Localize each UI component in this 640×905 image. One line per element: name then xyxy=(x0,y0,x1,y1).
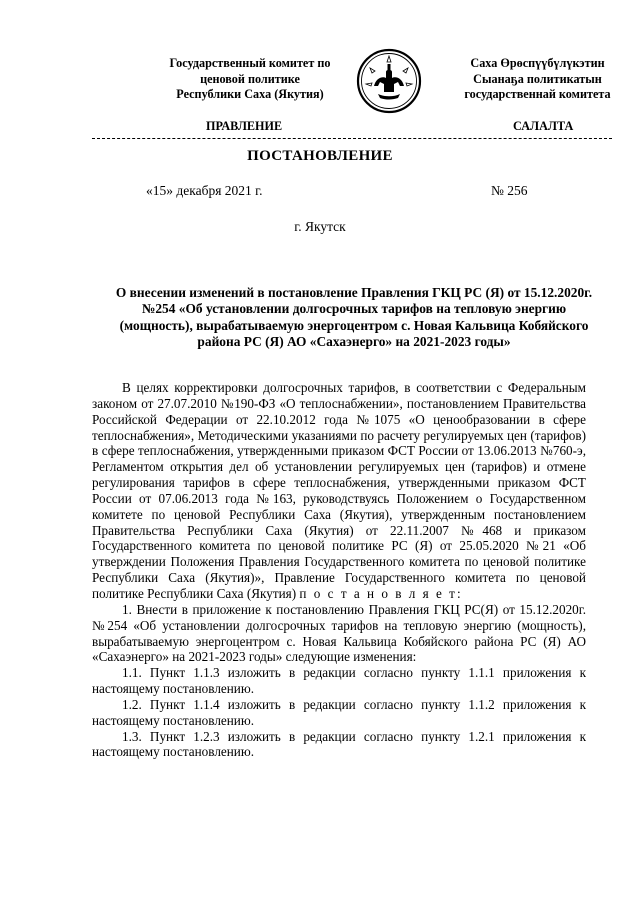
document-city: г. Якутск xyxy=(294,219,346,234)
document-date: «15» декабря 2021 г. xyxy=(146,183,263,198)
header-left-line-3: Республики Саха (Якутия) xyxy=(176,87,324,102)
item-1-1-paragraph: 1.1. Пункт 1.1.3 изложить в редакции согласно пункту 1.1.1 приложения к настоящему постановлению. xyxy=(92,665,586,697)
sakha-coat-of-arms-icon xyxy=(356,48,422,114)
preamble-paragraph xyxy=(92,380,586,602)
document-title: ПОСТАНОВЛЕНИЕ xyxy=(247,148,393,164)
document-subject: О внесении изменений в постановление Правления ГКЦ РС (Я) от 15.12.2020г. №254 «Об установлении долгосрочных тарифов на тепловую энергию (мощность), вырабатываемую энергоцентром с. Новая Кальвица Кобяйского района РС (Я) АО «Сахаэнерго» на 2021-2023 годы» xyxy=(115,285,593,349)
header-right-line-2: Сыанаҕа политикатын xyxy=(473,71,602,86)
item-1-3-paragraph: 1.3. Пункт 1.2.3 изложить в редакции согласно пункту 1.2.1 приложения к настоящему постановлению. xyxy=(92,728,586,760)
item-1-2-paragraph: 1.2. Пункт 1.1.4 изложить в редакции согласно пункту 1.1.2 приложения к настоящему постановлению. xyxy=(92,696,586,728)
preamble-text: В целях корректировки долгосрочных тарифов, в соответствии с Федеральным законом от 27.07.2010 №190-ФЗ «О теплоснабжении», постановлением Правительства Российской Федерации от 22.10.2012 года №1075 «О ценообразовании в сфере теплоснабжения», Методическими указаниями по расчету регулируемых цен (тарифов) в сфере теплоснабжения, утвержденными приказом ФСТ России от 13.06.2013 №760-э, Регламентом открытия дел об установлении регулируемых цен (тарифов) и отмене регулирования тарифов в сфере теплоснабжения, утвержденными приказом ФСТ России от 07.06.2013 года №163, руководствуясь Положением о Государственном комитете по ценовой Республики Саха (Якутия), утвержденным постановлением Правительства Республики Саха (Якутия) от 22.11.2007 №468 и приказом Государственного комитета по ценовой политике РС (Я) от 25.05.2020 №21 «Об утверждении Положения Правления Государственного комитета по ценовой политике Республики Саха (Якутия)», Правление Государственного комитета по ценовой политике Республики Саха (Якутия) xyxy=(92,380,586,601)
item-1-paragraph: 1. Внести в приложение к постановлению Правления ГКЦ РС(Я) от 15.12.2020г. №254 «Об установлении долгосрочных тарифов на тепловую энергию (мощность), вырабатываемую энергоцентром с. Новая Кальвица Кобяйского района РС (Я) АО «Сахаэнерго» на 2021-2023 годы» следующие изменения: xyxy=(92,601,586,665)
header-left-line-2: ценовой политике xyxy=(200,71,300,86)
document-number: № 256 xyxy=(491,183,528,198)
header-right-line-1: Саха Өрөспүүбүлүкэтин xyxy=(470,56,605,70)
header-right-line-3: государственнай комитета xyxy=(464,87,611,102)
resolves-text: п о с т а н о в л я е т: xyxy=(299,585,463,601)
header-right-org-name xyxy=(440,56,635,103)
document-body xyxy=(92,380,586,760)
header-left-org-name xyxy=(140,56,360,103)
header-left-line-1: Государственный комитет по xyxy=(169,56,331,70)
board-label-sakha: САЛАЛТА xyxy=(513,119,574,133)
header-divider xyxy=(92,138,612,139)
board-label-russian: ПРАВЛЕНИЕ xyxy=(206,119,283,133)
